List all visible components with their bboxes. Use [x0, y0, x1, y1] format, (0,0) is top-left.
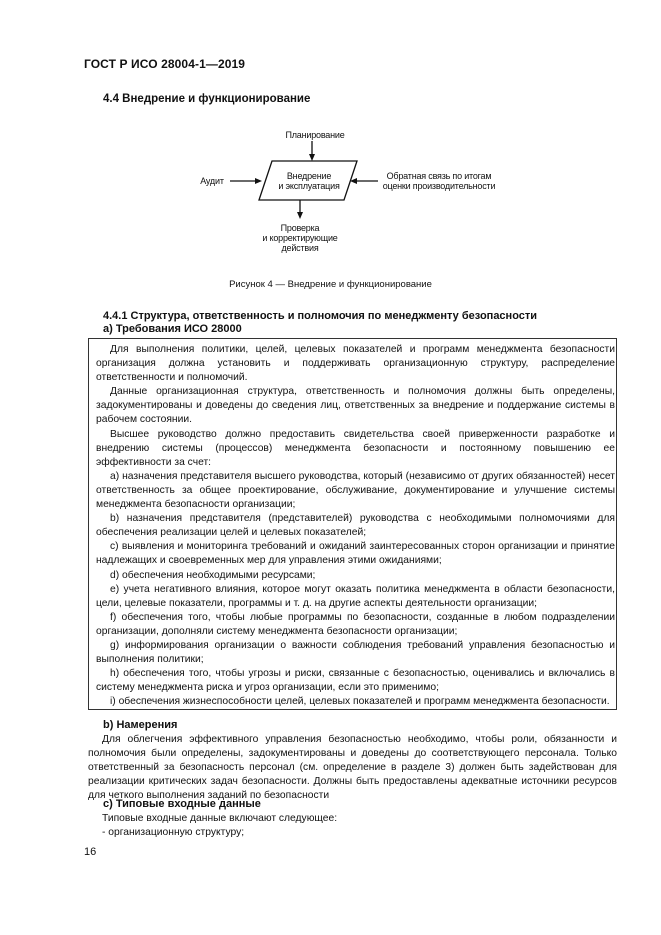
- check-label-line1: Проверка: [280, 223, 320, 233]
- requirement-item-b: b) назначения представителя (представителей) руководства с необходимыми полномочиями для обеспечения реализации целей и целевых показателей;: [96, 513, 615, 539]
- requirements-box-text: [88, 343, 615, 709]
- diagram-label-audit: Аудит: [200, 176, 224, 186]
- section-c-body: [88, 812, 617, 840]
- requirement-item-f: f) обеспечения того, чтобы любые программы по безопасности, созданные в любом подразделении организации, дополняли систему менеджмента безопасности организации;: [96, 611, 615, 637]
- section-b-heading: b) Намерения: [103, 719, 178, 731]
- document-header: ГОСТ Р ИСО 28004-1—2019: [84, 57, 246, 71]
- arrowhead-down-top: [309, 154, 315, 161]
- requirements-heading: а) Требования ИСО 28000: [103, 323, 242, 335]
- feedback-label-line2: оценки производительности: [382, 181, 496, 191]
- center-label-line1: Внедрение: [286, 171, 332, 181]
- diagram-label-center: [266, 171, 352, 191]
- requirement-item-h: h) обеспечения того, чтобы угрозы и риски, связанные с безопасностью, оценивались и включались в систему менеджмента риска и угроз организации, если это применимо;: [96, 668, 615, 694]
- section-c-heading: c) Типовые входные данные: [103, 798, 261, 810]
- requirement-item-e: e) учета негативного влияния, которое могут оказать политика менеджмента в области безопасности, цели, целевые показатели, программы и т. д. на другие аспекты деятельности организации;: [96, 583, 615, 609]
- requirement-item-i: i) обеспечения жизнеспособности целей, целевых показателей и программ менеджмента безопасности.: [110, 696, 610, 708]
- requirement-paragraph: Для выполнения политики, целей, целевых показателей и программ менеджмента безопасности организация должна установить и поддерживать организационную структуру, распределение ответственности и полномочий.: [96, 344, 615, 384]
- arrowhead-down-bottom: [297, 212, 303, 219]
- diagram-label-feedback: [376, 171, 502, 191]
- requirement-paragraph: Данные организационная структура, ответственность и полномочия должны быть определены, задокументированы и доведены до сведения лиц, ответственных за внедрение и поддержание системы в рабочем состоянии.: [96, 386, 615, 426]
- feedback-label-line1: Обратная связь по итогам: [386, 171, 492, 181]
- figure-caption: Рисунок 4 — Внедрение и функционирование: [229, 279, 432, 290]
- flow-diagram: [0, 0, 661, 300]
- requirement-item-a: a) назначения представителя высшего руководства, который (независимо от других обязанностей) несет ответственность за общее проектирование, обслуживание, документирование и улучшение системы менеджмента безопасности организации;: [96, 470, 615, 511]
- requirement-item-c: c) выявления и мониторинга требований и ожиданий заинтересованных сторон организации и принятие надлежащих и своевременных мер для управления этими ожиданиями;: [96, 541, 615, 567]
- section-b-body: [88, 733, 617, 803]
- check-label-line3: действия: [281, 243, 319, 253]
- diagram-label-planning: Планирование: [285, 130, 345, 140]
- section-c-intro: Типовые входные данные включают следующее:: [102, 813, 338, 824]
- page-number: 16: [84, 846, 97, 858]
- section-heading: 4.4 Внедрение и функционирование: [103, 93, 311, 105]
- section-c-list-item: - организационную структуру;: [102, 827, 245, 839]
- requirement-item-g: g) информирования организации о важности соблюдения требований управления безопасностью и выполнения политики;: [96, 639, 615, 666]
- arrowhead-right: [255, 178, 262, 184]
- requirement-item-d: d) обеспечения необходимыми ресурсами;: [110, 569, 316, 581]
- subsection-heading: 4.4.1 Структура, ответственность и полномочия по менеджменту безопасности: [103, 310, 538, 322]
- center-label-line2: и эксплуатация: [278, 181, 340, 191]
- section-b-paragraph: Для облегчения эффективного управления безопасностью необходимо, чтобы роли, обязанности и полномочия были определены, задокументированы и доведены до соответствующего персонала. Только ответственный за безопасность персонал (см. определение в разделе 3) должен быть задействован для реализации критических задач безопасности. Должны быть предоставлены адекватные источники ресурсов для четкого выполнения заданий по безопасности: [88, 734, 617, 802]
- diagram-label-check: [252, 223, 348, 253]
- requirement-paragraph: Высшее руководство должно предоставить свидетельства своей приверженности разработке и внедрению системы (процессов) менеджмента безопасности и постоянному повышению ее эффективности за счет:: [96, 428, 615, 468]
- check-label-line2: и корректирующие: [262, 233, 338, 243]
